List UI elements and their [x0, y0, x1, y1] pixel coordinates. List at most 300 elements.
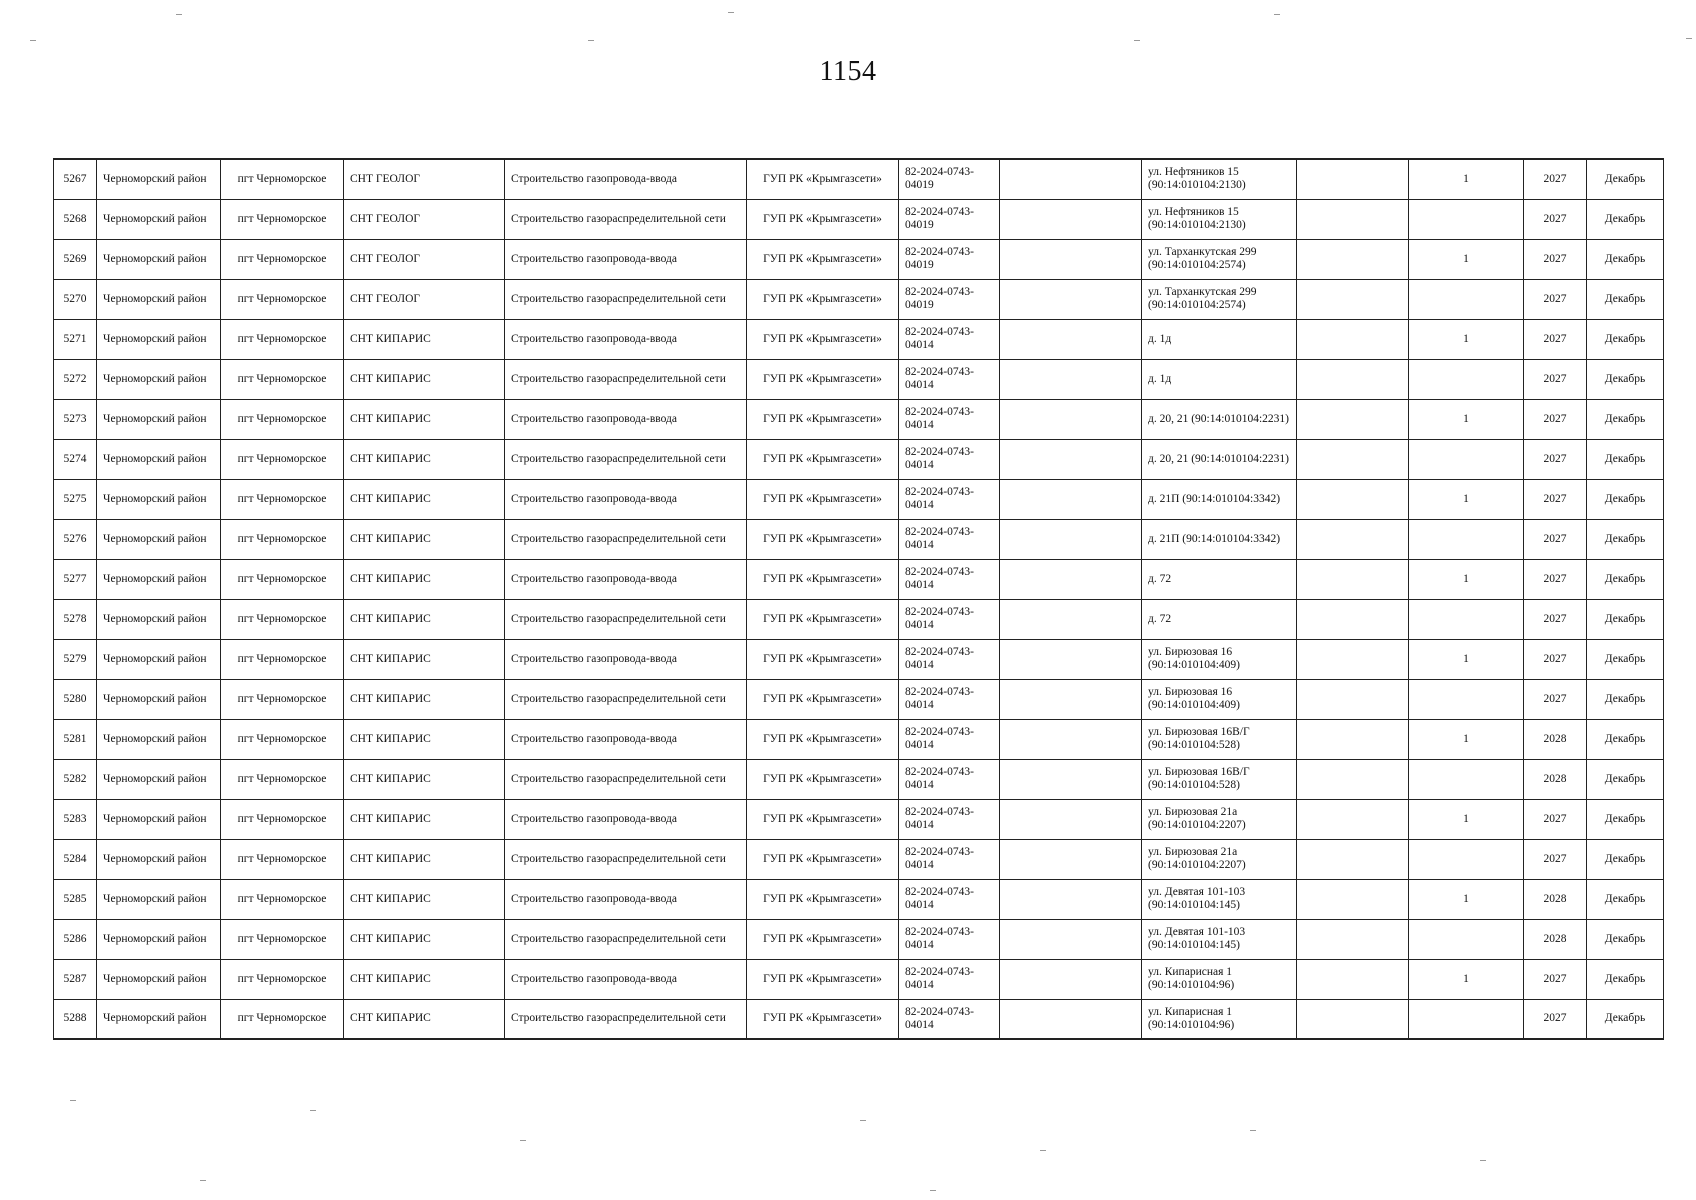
table-row	[54, 959, 1664, 999]
row-number-cell: 5271	[54, 319, 97, 359]
table-row	[54, 159, 1664, 199]
settlement-cell: пгт Черноморское	[221, 839, 344, 879]
organization-cell: ГУП РК «Крымгазсети»	[747, 879, 899, 919]
empty-cell	[1000, 479, 1142, 519]
row-number-cell: 5279	[54, 639, 97, 679]
program-code-cell: 82-2024-0743-04014	[899, 319, 1000, 359]
district-cell: Черноморский район	[97, 159, 221, 199]
organization-cell: ГУП РК «Крымгазсети»	[747, 279, 899, 319]
object-cell: СНТ КИПАРИС	[344, 639, 505, 679]
month-cell: Декабрь	[1587, 239, 1664, 279]
empty-cell	[1297, 919, 1409, 959]
work-type-cell: Строительство газораспределительной сети	[505, 519, 747, 559]
empty-cell	[1000, 359, 1142, 399]
quantity-cell: 1	[1409, 639, 1524, 679]
empty-cell	[1000, 799, 1142, 839]
row-number-cell: 5273	[54, 399, 97, 439]
organization-cell: ГУП РК «Крымгазсети»	[747, 239, 899, 279]
quantity-cell	[1409, 679, 1524, 719]
organization-cell: ГУП РК «Крымгазсети»	[747, 839, 899, 879]
empty-cell	[1297, 159, 1409, 199]
empty-cell	[1297, 319, 1409, 359]
work-type-cell: Строительство газопровода-ввода	[505, 559, 747, 599]
organization-cell: ГУП РК «Крымгазсети»	[747, 319, 899, 359]
work-type-cell: Строительство газораспределительной сети	[505, 999, 747, 1039]
district-cell: Черноморский район	[97, 559, 221, 599]
district-cell: Черноморский район	[97, 479, 221, 519]
work-type-cell: Строительство газопровода-ввода	[505, 319, 747, 359]
empty-cell	[1297, 359, 1409, 399]
quantity-cell	[1409, 839, 1524, 879]
month-cell: Декабрь	[1587, 999, 1664, 1039]
year-cell: 2027	[1524, 599, 1587, 639]
district-cell: Черноморский район	[97, 999, 221, 1039]
work-type-cell: Строительство газораспределительной сети	[505, 599, 747, 639]
program-code-cell: 82-2024-0743-04014	[899, 439, 1000, 479]
object-cell: СНТ КИПАРИС	[344, 319, 505, 359]
empty-cell	[1000, 319, 1142, 359]
organization-cell: ГУП РК «Крымгазсети»	[747, 679, 899, 719]
object-cell: СНТ КИПАРИС	[344, 439, 505, 479]
empty-cell	[1297, 519, 1409, 559]
address-cell: д. 1д	[1142, 359, 1297, 399]
scan-speck	[1134, 40, 1140, 41]
quantity-cell: 1	[1409, 559, 1524, 599]
row-number-cell: 5270	[54, 279, 97, 319]
object-cell: СНТ КИПАРИС	[344, 959, 505, 999]
organization-cell: ГУП РК «Крымгазсети»	[747, 159, 899, 199]
settlement-cell: пгт Черноморское	[221, 959, 344, 999]
scan-speck	[728, 12, 734, 13]
address-cell: ул. Нефтяников 15 (90:14:010104:2130)	[1142, 199, 1297, 239]
quantity-cell: 1	[1409, 879, 1524, 919]
year-cell: 2028	[1524, 719, 1587, 759]
row-number-cell: 5284	[54, 839, 97, 879]
object-cell: СНТ КИПАРИС	[344, 839, 505, 879]
scan-speck	[1040, 1150, 1046, 1151]
empty-cell	[1000, 999, 1142, 1039]
program-code-cell: 82-2024-0743-04014	[899, 799, 1000, 839]
object-cell: СНТ КИПАРИС	[344, 759, 505, 799]
organization-cell: ГУП РК «Крымгазсети»	[747, 719, 899, 759]
program-code-cell: 82-2024-0743-04014	[899, 879, 1000, 919]
district-cell: Черноморский район	[97, 439, 221, 479]
address-cell: ул. Бирюзовая 21а (90:14:010104:2207)	[1142, 839, 1297, 879]
empty-cell	[1000, 919, 1142, 959]
quantity-cell: 1	[1409, 399, 1524, 439]
quantity-cell	[1409, 439, 1524, 479]
table-row	[54, 559, 1664, 599]
address-cell: ул. Бирюзовая 16 (90:14:010104:409)	[1142, 639, 1297, 679]
month-cell: Декабрь	[1587, 479, 1664, 519]
row-number-cell: 5278	[54, 599, 97, 639]
month-cell: Декабрь	[1587, 559, 1664, 599]
row-number-cell: 5269	[54, 239, 97, 279]
month-cell: Декабрь	[1587, 799, 1664, 839]
year-cell: 2027	[1524, 199, 1587, 239]
month-cell: Декабрь	[1587, 879, 1664, 919]
program-code-cell: 82-2024-0743-04019	[899, 279, 1000, 319]
row-number-cell: 5268	[54, 199, 97, 239]
empty-cell	[1000, 599, 1142, 639]
empty-cell	[1297, 399, 1409, 439]
object-cell: СНТ КИПАРИС	[344, 799, 505, 839]
table-row	[54, 279, 1664, 319]
district-cell: Черноморский район	[97, 359, 221, 399]
table-row	[54, 319, 1664, 359]
row-number-cell: 5282	[54, 759, 97, 799]
quantity-cell: 1	[1409, 319, 1524, 359]
empty-cell	[1000, 439, 1142, 479]
year-cell: 2027	[1524, 399, 1587, 439]
program-code-cell: 82-2024-0743-04014	[899, 999, 1000, 1039]
object-cell: СНТ ГЕОЛОГ	[344, 199, 505, 239]
settlement-cell: пгт Черноморское	[221, 759, 344, 799]
object-cell: СНТ КИПАРИС	[344, 359, 505, 399]
year-cell: 2027	[1524, 999, 1587, 1039]
district-cell: Черноморский район	[97, 799, 221, 839]
organization-cell: ГУП РК «Крымгазсети»	[747, 519, 899, 559]
district-cell: Черноморский район	[97, 959, 221, 999]
organization-cell: ГУП РК «Крымгазсети»	[747, 559, 899, 599]
settlement-cell: пгт Черноморское	[221, 799, 344, 839]
object-cell: СНТ КИПАРИС	[344, 559, 505, 599]
empty-cell	[1297, 999, 1409, 1039]
address-cell: д. 72	[1142, 559, 1297, 599]
organization-cell: ГУП РК «Крымгазсети»	[747, 399, 899, 439]
empty-cell	[1297, 839, 1409, 879]
month-cell: Декабрь	[1587, 919, 1664, 959]
address-cell: ул. Кипарисная 1 (90:14:010104:96)	[1142, 959, 1297, 999]
quantity-cell: 1	[1409, 719, 1524, 759]
work-type-cell: Строительство газораспределительной сети	[505, 919, 747, 959]
district-cell: Черноморский район	[97, 279, 221, 319]
address-cell: ул. Бирюзовая 16 (90:14:010104:409)	[1142, 679, 1297, 719]
year-cell: 2027	[1524, 319, 1587, 359]
scan-speck	[520, 1140, 526, 1141]
year-cell: 2027	[1524, 959, 1587, 999]
month-cell: Декабрь	[1587, 199, 1664, 239]
work-type-cell: Строительство газораспределительной сети	[505, 759, 747, 799]
quantity-cell	[1409, 599, 1524, 639]
object-cell: СНТ ГЕОЛОГ	[344, 279, 505, 319]
empty-cell	[1297, 599, 1409, 639]
quantity-cell	[1409, 359, 1524, 399]
work-type-cell: Строительство газопровода-ввода	[505, 399, 747, 439]
settlement-cell: пгт Черноморское	[221, 639, 344, 679]
scan-speck	[588, 40, 594, 41]
empty-cell	[1297, 559, 1409, 599]
quantity-cell: 1	[1409, 239, 1524, 279]
object-cell: СНТ ГЕОЛОГ	[344, 159, 505, 199]
empty-cell	[1297, 639, 1409, 679]
district-cell: Черноморский район	[97, 839, 221, 879]
empty-cell	[1297, 199, 1409, 239]
settlement-cell: пгт Черноморское	[221, 399, 344, 439]
year-cell: 2027	[1524, 519, 1587, 559]
month-cell: Декабрь	[1587, 279, 1664, 319]
address-cell: д. 20, 21 (90:14:010104:2231)	[1142, 399, 1297, 439]
year-cell: 2027	[1524, 799, 1587, 839]
work-type-cell: Строительство газораспределительной сети	[505, 359, 747, 399]
empty-cell	[1000, 559, 1142, 599]
organization-cell: ГУП РК «Крымгазсети»	[747, 199, 899, 239]
work-type-cell: Строительство газораспределительной сети	[505, 839, 747, 879]
year-cell: 2028	[1524, 879, 1587, 919]
address-cell: ул. Кипарисная 1 (90:14:010104:96)	[1142, 999, 1297, 1039]
address-cell: д. 72	[1142, 599, 1297, 639]
empty-cell	[1000, 879, 1142, 919]
district-cell: Черноморский район	[97, 199, 221, 239]
quantity-cell: 1	[1409, 799, 1524, 839]
object-cell: СНТ ГЕОЛОГ	[344, 239, 505, 279]
program-code-cell: 82-2024-0743-04014	[899, 719, 1000, 759]
row-number-cell: 5274	[54, 439, 97, 479]
empty-cell	[1000, 639, 1142, 679]
address-cell: ул. Девятая 101-103 (90:14:010104:145)	[1142, 919, 1297, 959]
organization-cell: ГУП РК «Крымгазсети»	[747, 479, 899, 519]
table-body	[54, 159, 1664, 1039]
scan-speck	[860, 1120, 866, 1121]
empty-cell	[1000, 279, 1142, 319]
work-type-cell: Строительство газораспределительной сети	[505, 279, 747, 319]
empty-cell	[1000, 519, 1142, 559]
year-cell: 2027	[1524, 159, 1587, 199]
table-row	[54, 359, 1664, 399]
program-code-cell: 82-2024-0743-04014	[899, 839, 1000, 879]
quantity-cell	[1409, 519, 1524, 559]
row-number-cell: 5272	[54, 359, 97, 399]
year-cell: 2027	[1524, 839, 1587, 879]
program-code-cell: 82-2024-0743-04014	[899, 599, 1000, 639]
empty-cell	[1000, 239, 1142, 279]
registry-table	[53, 158, 1664, 1040]
quantity-cell	[1409, 759, 1524, 799]
table-row	[54, 399, 1664, 439]
month-cell: Декабрь	[1587, 719, 1664, 759]
table-row	[54, 799, 1664, 839]
settlement-cell: пгт Черноморское	[221, 919, 344, 959]
year-cell: 2028	[1524, 759, 1587, 799]
address-cell: ул. Тарханкутская 299 (90:14:010104:2574)	[1142, 239, 1297, 279]
row-number-cell: 5275	[54, 479, 97, 519]
month-cell: Декабрь	[1587, 319, 1664, 359]
year-cell: 2027	[1524, 479, 1587, 519]
organization-cell: ГУП РК «Крымгазсети»	[747, 599, 899, 639]
empty-cell	[1000, 959, 1142, 999]
address-cell: ул. Девятая 101-103 (90:14:010104:145)	[1142, 879, 1297, 919]
settlement-cell: пгт Черноморское	[221, 599, 344, 639]
month-cell: Декабрь	[1587, 679, 1664, 719]
organization-cell: ГУП РК «Крымгазсети»	[747, 759, 899, 799]
table-row	[54, 839, 1664, 879]
program-code-cell: 82-2024-0743-04014	[899, 399, 1000, 439]
address-cell: ул. Тарханкутская 299 (90:14:010104:2574)	[1142, 279, 1297, 319]
row-number-cell: 5276	[54, 519, 97, 559]
work-type-cell: Строительство газопровода-ввода	[505, 639, 747, 679]
year-cell: 2027	[1524, 359, 1587, 399]
object-cell: СНТ КИПАРИС	[344, 479, 505, 519]
work-type-cell: Строительство газопровода-ввода	[505, 799, 747, 839]
program-code-cell: 82-2024-0743-04019	[899, 159, 1000, 199]
empty-cell	[1297, 239, 1409, 279]
year-cell: 2027	[1524, 559, 1587, 599]
year-cell: 2027	[1524, 679, 1587, 719]
address-cell: д. 1д	[1142, 319, 1297, 359]
month-cell: Декабрь	[1587, 359, 1664, 399]
table-row	[54, 199, 1664, 239]
organization-cell: ГУП РК «Крымгазсети»	[747, 959, 899, 999]
month-cell: Декабрь	[1587, 159, 1664, 199]
address-cell: ул. Бирюзовая 16В/Г (90:14:010104:528)	[1142, 759, 1297, 799]
year-cell: 2027	[1524, 439, 1587, 479]
district-cell: Черноморский район	[97, 239, 221, 279]
year-cell: 2027	[1524, 239, 1587, 279]
quantity-cell	[1409, 919, 1524, 959]
table-row	[54, 439, 1664, 479]
object-cell: СНТ КИПАРИС	[344, 999, 505, 1039]
work-type-cell: Строительство газораспределительной сети	[505, 679, 747, 719]
row-number-cell: 5281	[54, 719, 97, 759]
object-cell: СНТ КИПАРИС	[344, 399, 505, 439]
empty-cell	[1297, 679, 1409, 719]
district-cell: Черноморский район	[97, 519, 221, 559]
settlement-cell: пгт Черноморское	[221, 879, 344, 919]
scan-speck	[30, 40, 36, 41]
program-code-cell: 82-2024-0743-04014	[899, 359, 1000, 399]
row-number-cell: 5287	[54, 959, 97, 999]
program-code-cell: 82-2024-0743-04014	[899, 639, 1000, 679]
quantity-cell	[1409, 279, 1524, 319]
district-cell: Черноморский район	[97, 679, 221, 719]
month-cell: Декабрь	[1587, 599, 1664, 639]
empty-cell	[1297, 439, 1409, 479]
row-number-cell: 5277	[54, 559, 97, 599]
table-row	[54, 239, 1664, 279]
scan-speck	[1274, 14, 1280, 15]
month-cell: Декабрь	[1587, 959, 1664, 999]
quantity-cell	[1409, 999, 1524, 1039]
work-type-cell: Строительство газопровода-ввода	[505, 159, 747, 199]
scan-speck	[70, 1100, 76, 1101]
settlement-cell: пгт Черноморское	[221, 359, 344, 399]
program-code-cell: 82-2024-0743-04019	[899, 239, 1000, 279]
empty-cell	[1297, 479, 1409, 519]
district-cell: Черноморский район	[97, 879, 221, 919]
scan-speck	[200, 1180, 206, 1181]
address-cell: д. 20, 21 (90:14:010104:2231)	[1142, 439, 1297, 479]
empty-cell	[1000, 759, 1142, 799]
program-code-cell: 82-2024-0743-04014	[899, 759, 1000, 799]
organization-cell: ГУП РК «Крымгазсети»	[747, 359, 899, 399]
month-cell: Декабрь	[1587, 519, 1664, 559]
scan-speck	[176, 14, 182, 15]
settlement-cell: пгт Черноморское	[221, 159, 344, 199]
scan-speck	[1250, 1130, 1256, 1131]
work-type-cell: Строительство газораспределительной сети	[505, 199, 747, 239]
organization-cell: ГУП РК «Крымгазсети»	[747, 799, 899, 839]
settlement-cell: пгт Черноморское	[221, 319, 344, 359]
address-cell: ул. Нефтяников 15 (90:14:010104:2130)	[1142, 159, 1297, 199]
program-code-cell: 82-2024-0743-04014	[899, 519, 1000, 559]
organization-cell: ГУП РК «Крымгазсети»	[747, 639, 899, 679]
empty-cell	[1297, 959, 1409, 999]
district-cell: Черноморский район	[97, 639, 221, 679]
object-cell: СНТ КИПАРИС	[344, 679, 505, 719]
month-cell: Декабрь	[1587, 439, 1664, 479]
empty-cell	[1000, 159, 1142, 199]
settlement-cell: пгт Черноморское	[221, 679, 344, 719]
district-cell: Черноморский район	[97, 719, 221, 759]
empty-cell	[1297, 879, 1409, 919]
address-cell: ул. Бирюзовая 21а (90:14:010104:2207)	[1142, 799, 1297, 839]
month-cell: Декабрь	[1587, 399, 1664, 439]
month-cell: Декабрь	[1587, 759, 1664, 799]
object-cell: СНТ КИПАРИС	[344, 919, 505, 959]
program-code-cell: 82-2024-0743-04014	[899, 679, 1000, 719]
settlement-cell: пгт Черноморское	[221, 519, 344, 559]
settlement-cell: пгт Черноморское	[221, 559, 344, 599]
row-number-cell: 5285	[54, 879, 97, 919]
year-cell: 2027	[1524, 279, 1587, 319]
empty-cell	[1297, 759, 1409, 799]
program-code-cell: 82-2024-0743-04014	[899, 479, 1000, 519]
scan-speck	[1686, 38, 1692, 39]
empty-cell	[1297, 279, 1409, 319]
object-cell: СНТ КИПАРИС	[344, 879, 505, 919]
empty-cell	[1000, 839, 1142, 879]
address-cell: д. 21П (90:14:010104:3342)	[1142, 519, 1297, 559]
table-row	[54, 519, 1664, 559]
settlement-cell: пгт Черноморское	[221, 999, 344, 1039]
quantity-cell: 1	[1409, 959, 1524, 999]
district-cell: Черноморский район	[97, 919, 221, 959]
settlement-cell: пгт Черноморское	[221, 199, 344, 239]
empty-cell	[1000, 199, 1142, 239]
year-cell: 2028	[1524, 919, 1587, 959]
settlement-cell: пгт Черноморское	[221, 479, 344, 519]
table-row	[54, 639, 1664, 679]
organization-cell: ГУП РК «Крымгазсети»	[747, 439, 899, 479]
object-cell: СНТ КИПАРИС	[344, 599, 505, 639]
work-type-cell: Строительство газопровода-ввода	[505, 719, 747, 759]
quantity-cell: 1	[1409, 159, 1524, 199]
address-cell: д. 21П (90:14:010104:3342)	[1142, 479, 1297, 519]
work-type-cell: Строительство газораспределительной сети	[505, 439, 747, 479]
scan-speck	[930, 1190, 936, 1191]
row-number-cell: 5267	[54, 159, 97, 199]
month-cell: Декабрь	[1587, 839, 1664, 879]
settlement-cell: пгт Черноморское	[221, 239, 344, 279]
table-row	[54, 599, 1664, 639]
quantity-cell	[1409, 199, 1524, 239]
table-row	[54, 879, 1664, 919]
program-code-cell: 82-2024-0743-04014	[899, 959, 1000, 999]
empty-cell	[1297, 799, 1409, 839]
organization-cell: ГУП РК «Крымгазсети»	[747, 999, 899, 1039]
empty-cell	[1297, 719, 1409, 759]
object-cell: СНТ КИПАРИС	[344, 719, 505, 759]
work-type-cell: Строительство газопровода-ввода	[505, 959, 747, 999]
table-row	[54, 759, 1664, 799]
district-cell: Черноморский район	[97, 599, 221, 639]
row-number-cell: 5288	[54, 999, 97, 1039]
address-cell: ул. Бирюзовая 16В/Г (90:14:010104:528)	[1142, 719, 1297, 759]
settlement-cell: пгт Черноморское	[221, 719, 344, 759]
program-code-cell: 82-2024-0743-04014	[899, 559, 1000, 599]
work-type-cell: Строительство газопровода-ввода	[505, 879, 747, 919]
table-row	[54, 719, 1664, 759]
